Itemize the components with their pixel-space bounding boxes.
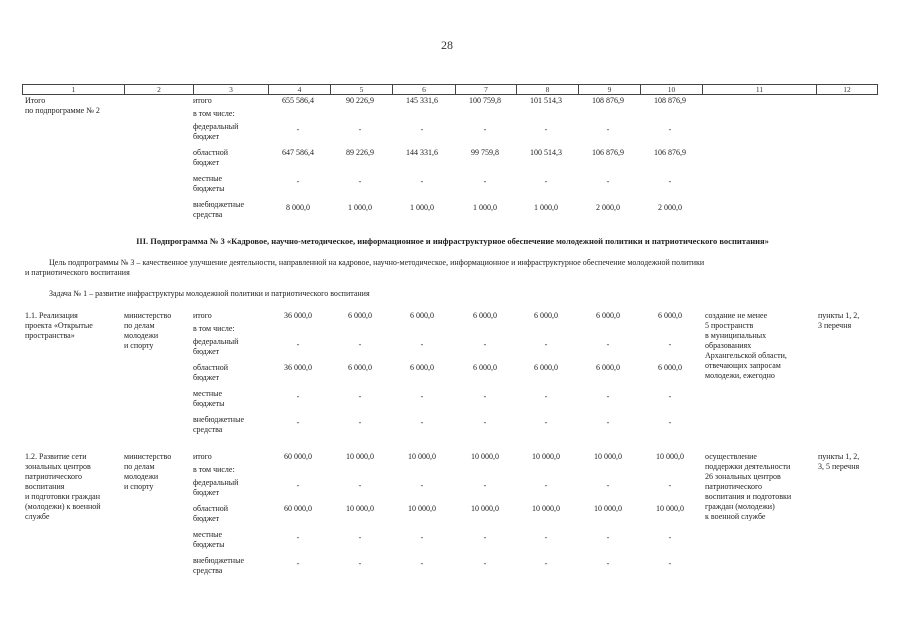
funding-value-cell: 99 759,8 [471, 148, 499, 157]
goal-text: Цель подпрограммы № 3 – качественное улучшение деятельности, направленной на кадровое, научно-методическое, информационное и инфраструктурное обеспечение молодежной политики [49, 258, 705, 267]
funding-value-cell: - [483, 559, 487, 568]
measure-name: 1.1. Реализация проекта «Открытые пространства» [25, 311, 93, 340]
funding-value-cell: 108 876,9 [592, 96, 624, 105]
funding-value-cell: - [544, 177, 548, 186]
column-number-10: 10 [641, 85, 703, 94]
measure-1-1-block [0, 311, 905, 434]
funding-value-cell: 89 226,9 [346, 148, 374, 157]
funding-value-cell: 6 000,0 [410, 311, 434, 320]
funding-value-cell: 6 000,0 [473, 311, 497, 320]
funding-source-label: федеральный бюджет [193, 478, 239, 497]
funding-source-label: в том числе: [193, 324, 235, 333]
funding-value-cell: - [544, 418, 548, 427]
section-title: III. Подпрограмма № 3 «Кадровое, научно-методическое, информационное и инфраструктурное обеспечение молодежной политики и патриотического воспитания» [136, 236, 769, 246]
column-number-12: 12 [817, 85, 878, 94]
funding-value-cell: - [668, 533, 672, 542]
funding-source-label: внебюджетные средства [193, 556, 244, 575]
funding-source-label: областной бюджет [193, 363, 229, 382]
funding-value-cell: - [483, 481, 487, 490]
funding-value-cell: 10 000,0 [471, 504, 499, 513]
funding-value-cell: - [483, 533, 487, 542]
funding-source-label: местные бюджеты [193, 530, 225, 549]
measure-name: 1.2. Развитие сети зональных центров патриотического воспитания и подготовки граждан (молодежи) к военной службе [25, 452, 101, 521]
funding-source-label: местные бюджеты [193, 174, 225, 193]
funding-value-cell: - [296, 340, 300, 349]
column-number-3: 3 [194, 85, 269, 94]
funding-value-cell: - [420, 340, 424, 349]
funding-value-cell: 100 514,3 [530, 148, 562, 157]
funding-value-cell: - [296, 533, 300, 542]
funding-value-cell: 1 000,0 [473, 203, 497, 212]
funding-value-cell: 6 000,0 [348, 311, 372, 320]
funding-source-label: итого [193, 452, 212, 461]
funding-value-cell: - [668, 340, 672, 349]
funding-value-cell: - [483, 392, 487, 401]
funding-value-cell: 2 000,0 [658, 203, 682, 212]
funding-value-cell: 6 000,0 [410, 363, 434, 372]
funding-value-cell: - [668, 418, 672, 427]
funding-value-cell: - [358, 177, 362, 186]
funding-source-label: федеральный бюджет [193, 122, 239, 141]
funding-value-cell: - [358, 559, 362, 568]
column-number-4: 4 [269, 85, 331, 94]
funding-value-cell: - [420, 481, 424, 490]
funding-source-label: итого [193, 96, 212, 105]
page-number: 28 [441, 38, 453, 52]
funding-value-cell: - [606, 177, 610, 186]
funding-value-cell: 1 000,0 [410, 203, 434, 212]
funding-value-cell: 10 000,0 [346, 504, 374, 513]
summary-title: Итого по подпрограмме № 2 [25, 96, 100, 115]
funding-value-cell: - [668, 559, 672, 568]
funding-value-cell: - [544, 125, 548, 134]
funding-value-cell: 101 514,3 [530, 96, 562, 105]
funding-source-label: федеральный бюджет [193, 337, 239, 356]
funding-value-cell: - [668, 392, 672, 401]
funding-value-cell: - [544, 340, 548, 349]
column-number-header [22, 84, 878, 95]
funding-value-cell: 106 876,9 [654, 148, 686, 157]
funding-value-cell: - [668, 125, 672, 134]
funding-value-cell: - [544, 533, 548, 542]
column-number-6: 6 [393, 85, 456, 94]
funding-value-cell: 6 000,0 [348, 363, 372, 372]
task-text: Задача № 1 – развитие инфраструктуры молодежной политики и патриотического воспитания [49, 289, 370, 298]
funding-value-cell: 10 000,0 [532, 452, 560, 461]
funding-value-cell: - [606, 125, 610, 134]
funding-value-cell: 60 000,0 [284, 452, 312, 461]
funding-value-cell: - [296, 481, 300, 490]
funding-value-cell: 60 000,0 [284, 504, 312, 513]
funding-source-label: в том числе: [193, 465, 235, 474]
funding-value-cell: 2 000,0 [596, 203, 620, 212]
funding-value-cell: - [420, 418, 424, 427]
funding-source-label: областной бюджет [193, 504, 229, 523]
funding-value-cell: 6 000,0 [534, 363, 558, 372]
funding-value-cell: - [358, 418, 362, 427]
funding-value-cell: - [668, 481, 672, 490]
funding-value-cell: - [420, 392, 424, 401]
funding-value-cell: 108 876,9 [654, 96, 686, 105]
measure-executor: министерство по делам молодежи и спорту [124, 311, 172, 350]
funding-value-cell: - [606, 418, 610, 427]
funding-source-label: внебюджетные средства [193, 200, 244, 219]
funding-value-cell: 6 000,0 [658, 311, 682, 320]
funding-value-cell: 10 000,0 [471, 452, 499, 461]
column-number-11: 11 [703, 85, 817, 94]
funding-value-cell: - [420, 533, 424, 542]
funding-value-cell: - [483, 418, 487, 427]
funding-value-cell: - [420, 125, 424, 134]
funding-source-label: областной бюджет [193, 148, 229, 167]
funding-value-cell: - [420, 177, 424, 186]
funding-value-cell: 10 000,0 [532, 504, 560, 513]
funding-value-cell: 90 226,9 [346, 96, 374, 105]
column-number-1: 1 [23, 85, 125, 94]
funding-value-cell: 10 000,0 [408, 452, 436, 461]
funding-value-cell: 100 759,8 [469, 96, 501, 105]
column-number-8: 8 [517, 85, 579, 94]
funding-value-cell: - [296, 125, 300, 134]
funding-value-cell: - [606, 340, 610, 349]
funding-value-cell: - [668, 177, 672, 186]
funding-value-cell: 6 000,0 [596, 363, 620, 372]
subprogram-2-total-block [0, 96, 905, 219]
funding-value-cell: - [358, 533, 362, 542]
funding-value-cell: - [544, 559, 548, 568]
funding-value-cell: - [358, 125, 362, 134]
funding-value-cell: 10 000,0 [408, 504, 436, 513]
funding-value-cell: 6 000,0 [658, 363, 682, 372]
funding-value-cell: - [358, 340, 362, 349]
funding-value-cell: 36 000,0 [284, 363, 312, 372]
funding-value-cell: 36 000,0 [284, 311, 312, 320]
column-number-2: 2 [125, 85, 194, 94]
funding-value-cell: 647 586,4 [282, 148, 314, 157]
funding-value-cell: 145 331,6 [406, 96, 438, 105]
funding-value-cell: - [544, 481, 548, 490]
funding-value-cell: 10 000,0 [346, 452, 374, 461]
funding-value-cell: 1 000,0 [534, 203, 558, 212]
funding-source-label: в том числе: [193, 109, 235, 118]
column-number-9: 9 [579, 85, 641, 94]
funding-value-cell: 106 876,9 [592, 148, 624, 157]
measure-link: пункты 1, 2, 3, 5 перечня [818, 452, 860, 471]
funding-source-label: внебюджетные средства [193, 415, 244, 434]
funding-value-cell: 8 000,0 [286, 203, 310, 212]
funding-value-cell: - [606, 533, 610, 542]
funding-value-cell: - [358, 481, 362, 490]
goal-text-continued: и патриотического воспитания [25, 268, 130, 277]
funding-value-cell: - [296, 559, 300, 568]
measure-result: создание не менее 5 пространств в муниципальных образованиях Архангельской области, отвечающих запросам молодежи, ежегодно [705, 311, 787, 380]
funding-value-cell: - [483, 125, 487, 134]
funding-value-cell: 10 000,0 [656, 452, 684, 461]
funding-value-cell: - [606, 481, 610, 490]
funding-value-cell: 6 000,0 [596, 311, 620, 320]
funding-value-cell: 1 000,0 [348, 203, 372, 212]
funding-value-cell: 6 000,0 [534, 311, 558, 320]
funding-value-cell: - [483, 177, 487, 186]
funding-value-cell: - [296, 418, 300, 427]
funding-value-cell: - [544, 392, 548, 401]
funding-source-label: итого [193, 311, 212, 320]
column-number-5: 5 [331, 85, 393, 94]
measure-link: пункты 1, 2, 3 перечня [818, 311, 860, 330]
funding-value-cell: 655 586,4 [282, 96, 314, 105]
funding-value-cell: 10 000,0 [656, 504, 684, 513]
funding-value-cell: 10 000,0 [594, 504, 622, 513]
funding-value-cell: - [606, 392, 610, 401]
measure-executor: министерство по делам молодежи и спорту [124, 452, 172, 491]
funding-value-cell: - [606, 559, 610, 568]
funding-value-cell: 144 331,6 [406, 148, 438, 157]
funding-value-cell: - [296, 177, 300, 186]
funding-source-label: местные бюджеты [193, 389, 225, 408]
measure-1-2-block [0, 452, 905, 575]
column-number-7: 7 [456, 85, 517, 94]
funding-value-cell: - [296, 392, 300, 401]
funding-value-cell: - [483, 340, 487, 349]
funding-value-cell: - [358, 392, 362, 401]
funding-value-cell: 6 000,0 [473, 363, 497, 372]
funding-value-cell: - [420, 559, 424, 568]
measure-result: осуществление поддержки деятельности 26 зональных центров патриотического воспитания и подготовки граждан (молодежи) к военной службе [705, 452, 792, 521]
funding-value-cell: 10 000,0 [594, 452, 622, 461]
